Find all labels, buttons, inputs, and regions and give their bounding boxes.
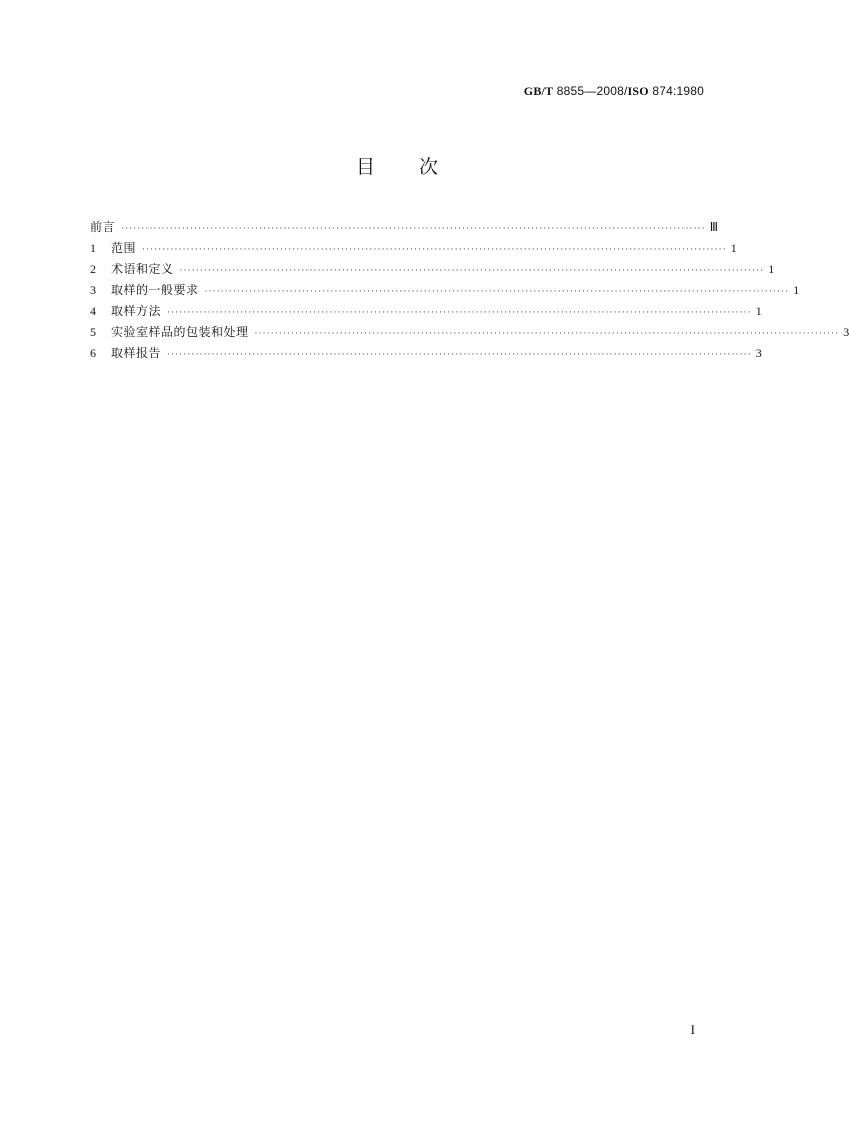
iso-prefix: ISO <box>627 84 649 98</box>
toc-entry-title: 范围 <box>111 241 137 255</box>
toc-entry-number: 6 <box>90 346 96 360</box>
document-standard-code <box>524 84 704 99</box>
toc-dot-leader: ················································································································································ <box>254 329 840 339</box>
toc-entry[interactable] <box>90 238 737 259</box>
toc-entry-page: 1 <box>768 262 775 276</box>
toc-entry-number: 3 <box>90 283 96 297</box>
toc-dot-leader: ················································································································································ <box>142 245 727 255</box>
toc-entry-number: 1 <box>90 241 96 255</box>
toc-entry-title: 前言 <box>90 220 116 234</box>
standard-prefix: GB/T <box>523 84 554 98</box>
toc-entry[interactable] <box>90 343 762 364</box>
page-title: 目次 <box>355 156 482 178</box>
toc-dot-leader: ················································································································································ <box>167 308 752 318</box>
page-number: I <box>690 1022 695 1037</box>
toc-dot-leader: ················································································································································ <box>167 350 752 360</box>
toc-entry-page: 3 <box>843 325 849 339</box>
toc-entry[interactable] <box>90 259 775 280</box>
toc-entry-page: Ⅲ <box>709 220 719 234</box>
toc-entry[interactable] <box>90 217 719 238</box>
table-of-contents <box>90 217 849 364</box>
toc-entry[interactable] <box>90 301 762 322</box>
toc-entry-title: 术语和定义 <box>111 262 174 276</box>
toc-entry[interactable] <box>90 322 849 343</box>
toc-dot-leader: ················································································································································ <box>121 224 706 234</box>
toc-entry-page: 1 <box>755 304 762 318</box>
toc-dot-leader: ················································································································································ <box>179 266 765 276</box>
toc-entry-number: 5 <box>90 325 96 339</box>
toc-entry-page: 1 <box>730 241 737 255</box>
toc-entry-title: 取样的一般要求 <box>111 283 199 297</box>
toc-entry-number: 4 <box>90 304 96 318</box>
standard-number: 8855—2008/ <box>553 84 628 98</box>
iso-number: 874:1980 <box>648 84 704 98</box>
toc-dot-leader: ················································································································································ <box>204 287 790 297</box>
toc-entry-page: 3 <box>755 346 762 360</box>
toc-entry[interactable] <box>90 280 800 301</box>
toc-entry-page: 1 <box>793 283 800 297</box>
toc-entry-number: 2 <box>90 262 96 276</box>
toc-entry-title: 实验室样品的包装和处理 <box>111 325 249 339</box>
toc-entry-title: 取样方法 <box>111 304 162 318</box>
toc-entry-title: 取样报告 <box>111 346 162 360</box>
